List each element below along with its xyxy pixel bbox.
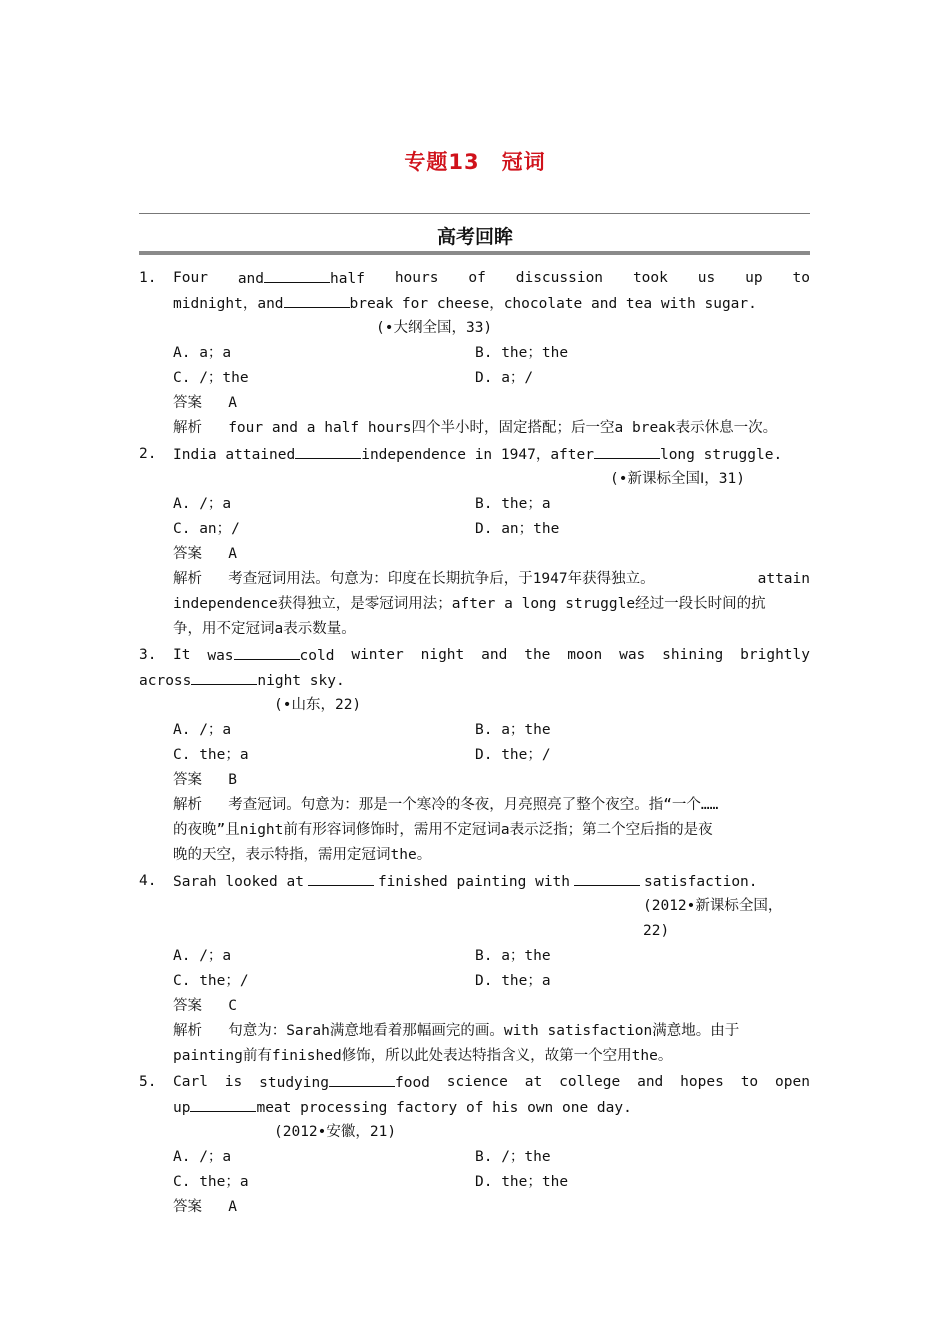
word: us (697, 270, 716, 286)
q2-line1: India attained independence in 1947，after long struggle. (173, 444, 782, 465)
q3-line2: across night sky. (139, 670, 345, 691)
word: took (632, 270, 668, 286)
q2-answer: 答案 A (173, 546, 237, 562)
word: of (468, 270, 486, 286)
q1-number: 1. (139, 270, 157, 286)
q5-line2: up meat processing factory of his own one day. (173, 1097, 632, 1118)
q4-source-line1: (2012•新课标全国， (643, 898, 783, 914)
q4-line1: Sarah looked at finished painting with satisfaction. (173, 871, 758, 892)
q5-option-b[interactable]: B. /；the (475, 1149, 551, 1165)
top-rule (139, 213, 810, 214)
q2-number: 2. (139, 446, 157, 462)
word: Four (173, 270, 208, 286)
q3-option-a[interactable]: A. /；a (173, 722, 232, 738)
page-title: 专题13 冠词 (404, 150, 546, 174)
q4-explanation-line1: 解析 句意为：Sarah满意地看着那幅画完的画。with satisfaction满意地。由于 (173, 1023, 740, 1039)
q1-line2: midnight，and break for cheese，chocolate and tea with sugar. (173, 293, 757, 314)
q3-option-d[interactable]: D. the；/ (475, 747, 551, 763)
q4-source-line2: 22) (643, 923, 670, 939)
answer-blank[interactable] (234, 645, 300, 660)
q3-explanation-line1: 解析 考查冠词。句意为：那是一个寒冷的冬夜，月亮照亮了整个夜空。指“一个…… (173, 797, 719, 813)
q3-number: 3. (139, 647, 157, 663)
answer-blank[interactable] (264, 268, 330, 283)
q3-source: (•山东，22) (274, 697, 362, 713)
q5-source: (2012•安徽，21) (274, 1124, 397, 1140)
q5-answer: 答案 A (173, 1199, 237, 1215)
answer-blank[interactable] (308, 871, 374, 886)
q2-option-c[interactable]: C. an；/ (173, 521, 240, 537)
word: up (745, 270, 763, 286)
q1-option-d[interactable]: D. a；/ (475, 370, 534, 386)
q1-option-b[interactable]: B. the；the (475, 345, 569, 361)
q4-number: 4. (139, 873, 157, 889)
q5-line1: Carl is studying food science at college and hopes to open (173, 1074, 810, 1091)
q5-option-a[interactable]: A. /；a (173, 1149, 232, 1165)
q2-source: (•新课标全国Ⅰ，31) (610, 471, 745, 487)
answer-blank[interactable] (190, 1097, 256, 1112)
q4-option-a[interactable]: A. /；a (173, 948, 232, 964)
q2-explanation-line2: independence获得独立，是零冠词用法；after a long struggle经过一段长时间的抗 (173, 596, 766, 612)
answer-blank[interactable] (329, 1072, 395, 1087)
q4-answer: 答案 C (173, 998, 237, 1014)
q2-explanation-line1: 解析 考查冠词用法。句意为：印度在长期抗争后，于1947年获得独立。 attain (173, 571, 810, 587)
q4-option-d[interactable]: D. the；a (475, 973, 551, 989)
q2-option-d[interactable]: D. an；the (475, 521, 560, 537)
section-heading: 高考回眸 (436, 226, 513, 248)
q5-number: 5. (139, 1074, 157, 1090)
q4-option-c[interactable]: C. the；/ (173, 973, 249, 989)
q1-option-a[interactable]: A. a；a (173, 345, 232, 361)
q3-explanation-line2: 的夜晚”且night前有形容词修饰时，需用不定冠词a表示泛指；第二个空后指的是夜 (173, 822, 713, 838)
q1-explanation: 解析 four and a half hours四个半小时，固定搭配；后一空a break表示休息一次。 (173, 420, 778, 436)
answer-blank[interactable] (295, 444, 361, 459)
q3-option-c[interactable]: C. the；a (173, 747, 249, 763)
word: discussion (515, 270, 604, 286)
q3-explanation-line3: 晚的天空，表示特指，需用定冠词the。 (173, 847, 432, 863)
q5-option-d[interactable]: D. the；the (475, 1174, 569, 1190)
q3-answer: 答案 B (173, 772, 237, 788)
word: hours (394, 270, 439, 286)
q4-option-b[interactable]: B. a；the (475, 948, 551, 964)
q1-option-c[interactable]: C. /；the (173, 370, 249, 386)
q1-answer: 答案 A (173, 395, 237, 411)
answer-blank[interactable] (594, 444, 660, 459)
q2-option-a[interactable]: A. /；a (173, 496, 232, 512)
answer-blank[interactable] (191, 670, 257, 685)
answer-blank[interactable] (284, 293, 350, 308)
bottom-rule (139, 251, 810, 255)
q1-source: (•大纲全国，33) (376, 320, 493, 336)
word-group: and half (238, 268, 365, 289)
q2-option-b[interactable]: B. the；a (475, 496, 551, 512)
q1-line1 (173, 268, 810, 289)
q3-line1: It was cold winter night and the moon was shining brightly (173, 647, 810, 664)
word: to (792, 270, 810, 286)
q5-option-c[interactable]: C. the；a (173, 1174, 249, 1190)
q2-explanation-line3: 争，用不定冠词a表示数量。 (173, 621, 356, 637)
answer-blank[interactable] (574, 871, 640, 886)
q4-explanation-line2: painting前有finished修饰，所以此处表达特指含义，故第一个空用the。 (173, 1048, 673, 1064)
q3-option-b[interactable]: B. a；the (475, 722, 551, 738)
